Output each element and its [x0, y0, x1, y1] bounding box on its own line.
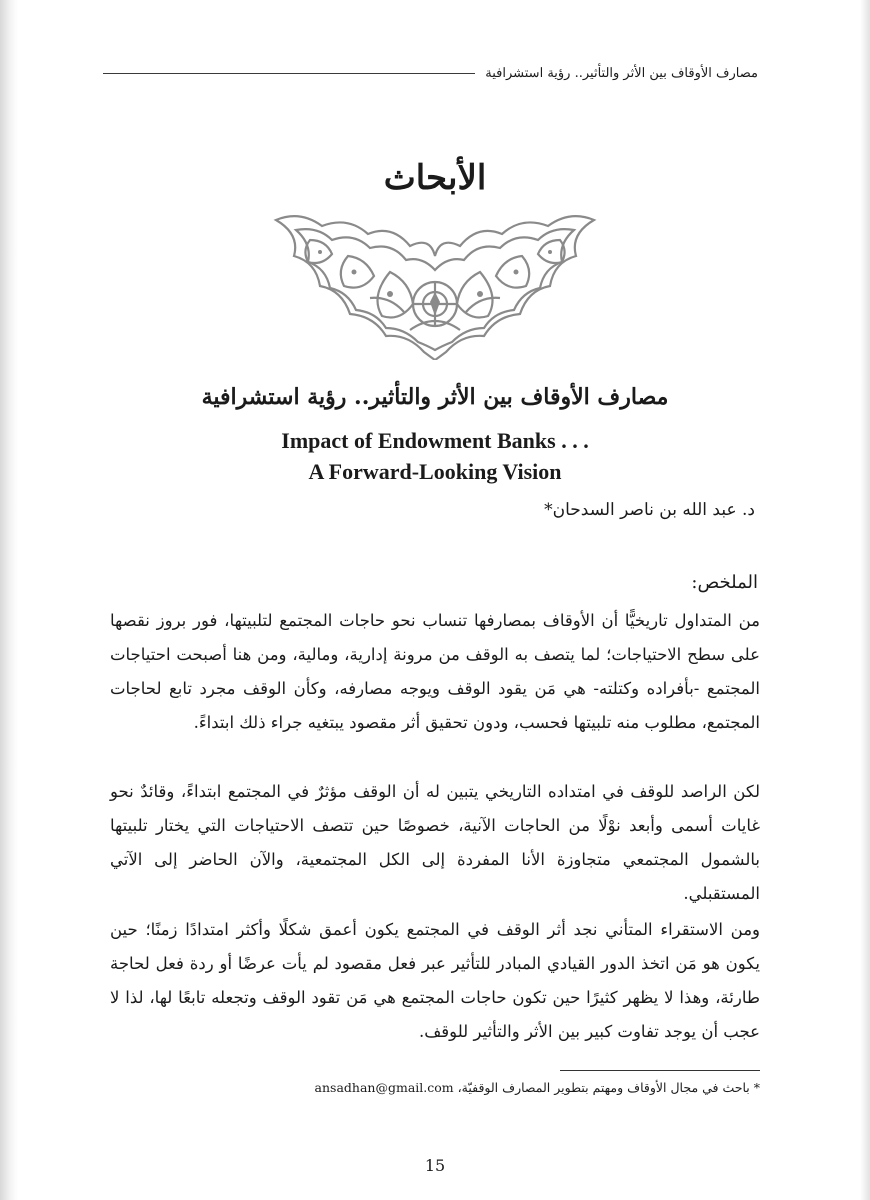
abstract-paragraph: لكن الراصد للوقف في امتداده التاريخي يتبين له أن الوقف مؤثرٌ في المجتمع ابتداءً، وقائدٌ نحو غايات أسمى وأبعد نوْلًا من الحاجات الآنية، خصوصًا حين تتصف الاحتياجات التي يختار تلبيتها بالشمول المجتمعي متجاوزة الأنا المفردة إلى الكل المجتمعية، والآن الحاضر إلى الآتي المستقبلي.	[110, 782, 760, 903]
running-head-text: مصارف الأوقاف بين الأثر والتأثير.. رؤية استشرافية	[485, 65, 758, 81]
author-name: د. عبد الله بن ناصر السدحان*	[544, 500, 755, 520]
arabesque-ornament-icon	[270, 212, 600, 360]
article-title-english-line1: Impact of Endowment Banks . . .	[281, 428, 589, 453]
abstract-paragraph: من المتداول تاريخيًّا أن الأوقاف بمصارفها تنساب نحو حاجات المجتمع لتلبيتها، فور بروز نقصها على سطح الاحتياجات؛ لما يتصف به الوقف من مرونة إدارية، ومالية، ومن هنا أصبحت احتياجات المجتمع -بأفراده وكتلته- هي مَن يقود الوقف ويوجه مصارفه، وكأن الوقف مجرد تابع لحاجات المجتمع، مطلوب منه تلبيتها فحسب، ودون تحقيق أثر مقصود يبتغيه جراء ذلك ابتداءً.	[110, 611, 760, 732]
running-header	[103, 62, 758, 84]
article-title-arabic: مصارف الأوقاف بين الأثر والتأثير.. رؤية استشرافية	[201, 384, 669, 410]
author-footnote: * باحث في مجال الأوقاف ومهتم بتطوير المصارف الوقفيّة، ansadhan@gmail.com	[314, 1080, 760, 1095]
abstract-paragraph: ومن الاستقراء المتأني نجد أثر الوقف في المجتمع يكون أعمق شكلًا وأكثر امتدادًا زمنًا؛ حين يكون هو مَن اتخذ الدور القيادي المبادر للتأثير عبر فعل مقصود لم يأت عرضًا أو ردة فعل لحاجة طارئة، وهذا لا يظهر كثيرًا حين تكون حاجات المجتمع هي مَن تقود الوقف وتجعله تابعًا لها، لذا لا عجب أن يوجد تفاوت كبير بين الأثر والتأثير للوقف.	[110, 920, 760, 1041]
page-number: 15	[424, 1156, 446, 1175]
footnote-rule	[560, 1070, 760, 1071]
article-title-english-line2: A Forward-Looking Vision	[308, 459, 562, 484]
header-rule	[103, 73, 475, 74]
section-title: الأبحاث	[383, 158, 487, 198]
article-title-english	[110, 425, 760, 487]
abstract-label: الملخص:	[691, 572, 758, 593]
